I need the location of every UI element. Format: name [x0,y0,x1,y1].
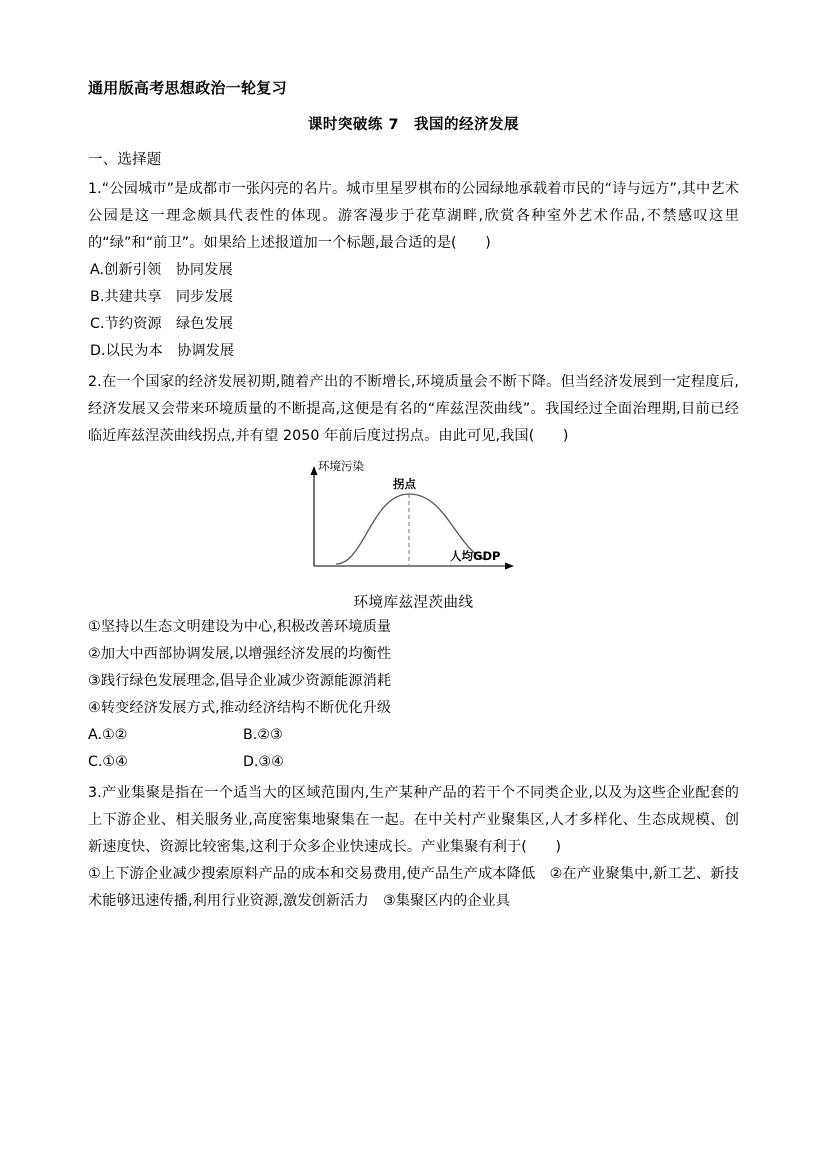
question-2-statement-1: ①坚持以生态文明建设为中心,积极改善环境质量 [88,619,392,635]
question-3-stem [88,780,739,861]
question-2-text: 在一个国家的经济发展初期,随着产出的不断增长,环境质量会不断下降。但当经济发展到一定程度后,经济发展又会带来环境质量的不断提高,这便是有名的“库兹涅茨曲线”。我国经过全面治理期,目前已经临近库兹涅茨曲线拐点,并有望 2050 年前后度过拐点。由此可见,我国( ) [88,374,739,444]
exercise-subtitle: 课时突破练 7 我国的经济发展 [307,117,520,133]
section-heading-multiple-choice: 一、选择题 [88,152,162,168]
question-3-text: 产业集聚是指在一个适当大的区域范围内,生产某种产品的若干个不同类企业,以及为这些企业配套的上下游企业、相关服务业,高度密集地聚集在一起。在中关村产业聚集区,人才多样化、生态成规模、创新速度快、资源比较密集,这利于众多企业快速成长。产业集聚有利于( ) [88,785,739,855]
question-3-statements: ①上下游企业减少搜索原料产品的成本和交易费用,使产品生产成本降低 ②在产业聚集中,新工艺、新技术能够迅速传播,利用行业资源,激发创新活力 ③集聚区内的企业具 [88,866,739,909]
question-1-number: 1. [88,181,102,197]
question-1-option-d[interactable]: D.以民为本 协调发展 [90,343,235,359]
question-3 [88,780,739,915]
question-1-option-c[interactable]: C.节约资源 绿色发展 [90,316,234,332]
question-1-option-a[interactable]: A.创新引领 协同发展 [90,262,233,278]
chart-annotation-inflection: 拐点 [392,477,416,491]
question-2-statement-2: ②加大中西部协调发展,以增强经济发展的均衡性 [88,646,392,662]
question-2-options-row-2 [88,749,739,776]
chart-ylabel: 环境污染 [317,459,364,473]
question-1 [88,176,739,365]
question-2-statement-3: ③践行绿色发展理念,倡导企业减少资源能源消耗 [88,673,392,689]
chart-xlabel: 人均GDP [449,549,500,563]
question-1-stem [88,176,739,257]
question-2-option-b[interactable]: B.②③ [243,727,283,743]
question-1-text: “公园城市”是成都市一张闪亮的名片。城市里星罗棋布的公园绿地承载着市民的“诗与远方”,其中艺术公园是这一理念颇具代表性的体现。游客漫步于花草湖畔,欣赏各种室外艺术作品,不禁感叹这里的“绿”和“前卫”。如果给上述报道加一个标题,最合适的是( ) [88,181,739,251]
question-2-option-c[interactable]: C.①④ [88,754,128,770]
question-3-number: 3. [88,785,102,801]
question-2-statement-4: ④转变经济发展方式,推动经济结构不断优化升级 [88,700,392,716]
kuznets-curve-figure [88,456,739,589]
question-1-option-b[interactable]: B.共建共享 同步发展 [90,289,234,305]
question-2-stem [88,369,739,450]
question-2-option-a[interactable]: A.①② [88,727,128,743]
question-2 [88,369,739,776]
kuznets-curve-svg [254,456,574,584]
figure-caption: 环境库兹涅茨曲线 [353,595,474,611]
page-title: 通用版高考思想政治一轮复习 [88,79,287,97]
question-2-option-d[interactable]: D.③④ [243,754,284,770]
question-2-number: 2. [88,374,102,390]
question-2-options-row-1 [88,722,739,749]
